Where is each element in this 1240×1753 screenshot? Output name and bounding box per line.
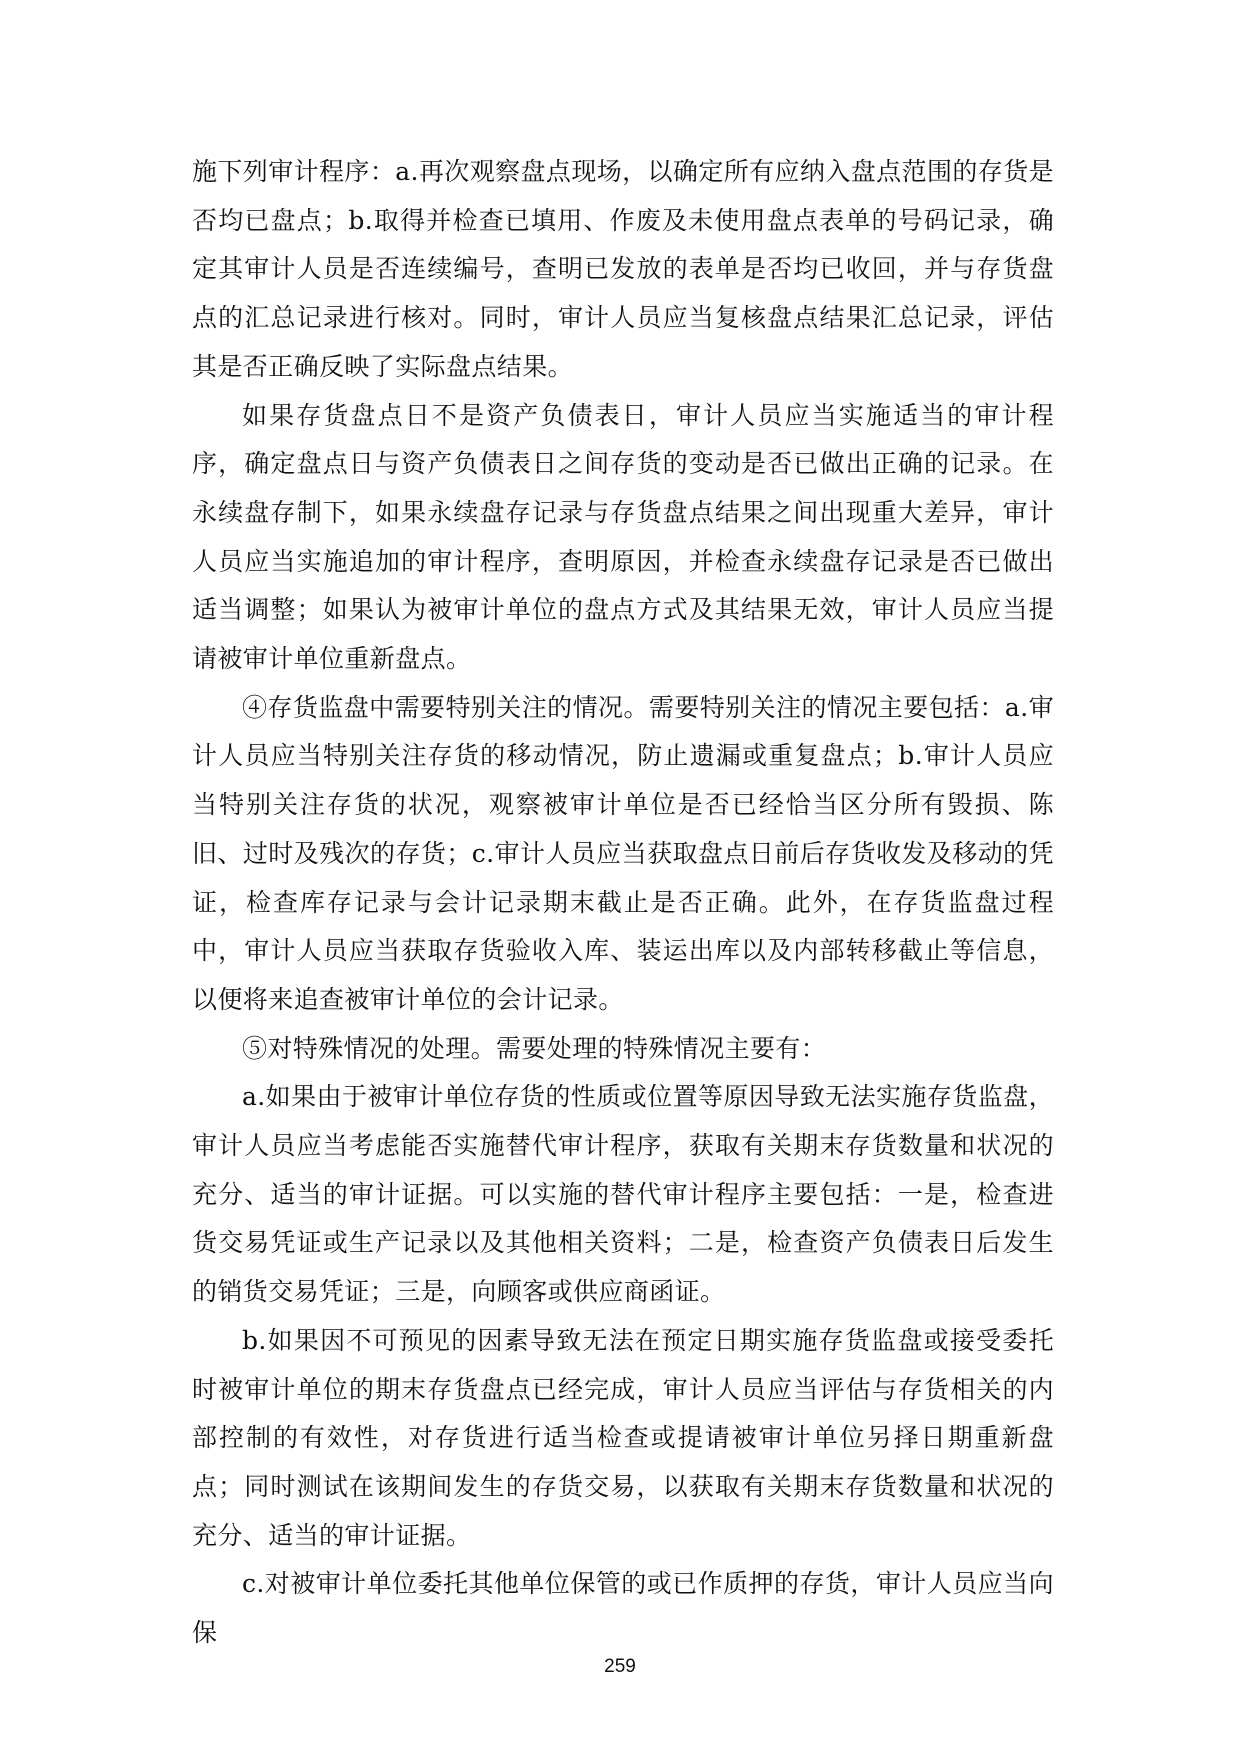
paragraph-case-b: b.如果因不可预见的因素导致无法在预定日期实施存货监盘或接受委托时被审计单位的期末存货盘点已经完成，审计人员应当评估与存货相关的内部控制的有效性，对存货进行适当检查或提请被审计单位另择日期重新盘点；同时测试在该期间发生的存货交易，以获取有关期末存货数量和状况的充分、适当的审计证据。 <box>192 1325 1054 1550</box>
paragraph-special-cases-heading: ⑤对特殊情况的处理。需要处理的特殊情况主要有： <box>242 1033 827 1063</box>
page-body <box>192 148 1054 1658</box>
paragraph-continuation: 施下列审计程序：a.再次观察盘点现场，以确定所有应纳入盘点范围的存货是否均已盘点；b.取得并检查已填用、作废及未使用盘点表单的号码记录，确定其审计人员是否连续编号，查明已发放的表单是否均已收回，并与存货盘点的汇总记录进行核对。同时，审计人员应当复核盘点结果汇总记录，评估其是否正确反映了实际盘点结果。 <box>192 157 1054 381</box>
paragraph-special-attention: ④存货监盘中需要特别关注的情况。需要特别关注的情况主要包括：a.审计人员应当特别关注存货的移动情况，防止遗漏或重复盘点；b.审计人员应当特别关注存货的状况，观察被审计单位是否已经恰当区分所有毁损、陈旧、过时及残次的存货；c.审计人员应当获取盘点日前后存货收发及移动的凭证，检查库存记录与会计记录期末截止是否正确。此外，在存货监盘过程中，审计人员应当获取存货验收入库、装运出库以及内部转移截止等信息，以便将来追查被审计单位的会计记录。 <box>192 692 1054 1014</box>
page-number: 259 <box>604 1656 636 1677</box>
paragraph-inventory-date: 如果存货盘点日不是资产负债表日，审计人员应当实施适当的审计程序，确定盘点日与资产负债表日之间存货的变动是否已做出正确的记录。在永续盘存制下，如果永续盘存记录与存货盘点结果之间出现重大差异，审计人员应当实施追加的审计程序，查明原因，并检查永续盘存记录是否已做出适当调整；如果认为被审计单位的盘点方式及其结果无效，审计人员应当提请被审计单位重新盘点。 <box>192 400 1054 674</box>
paragraph-case-a: a.如果由于被审计单位存货的性质或位置等原因导致无法实施存货监盘，审计人员应当考虑能否实施替代审计程序，获取有关期末存货数量和状况的充分、适当的审计证据。可以实施的替代审计程序主要包括：一是，检查进货交易凭证或生产记录以及其他相关资料；二是，检查资产负债表日后发生的销货交易凭证；三是，向顾客或供应商函证。 <box>192 1082 1054 1307</box>
paragraph-case-c: c.对被审计单位委托其他单位保管的或已作质押的存货，审计人员应当向保 <box>192 1569 1054 1648</box>
